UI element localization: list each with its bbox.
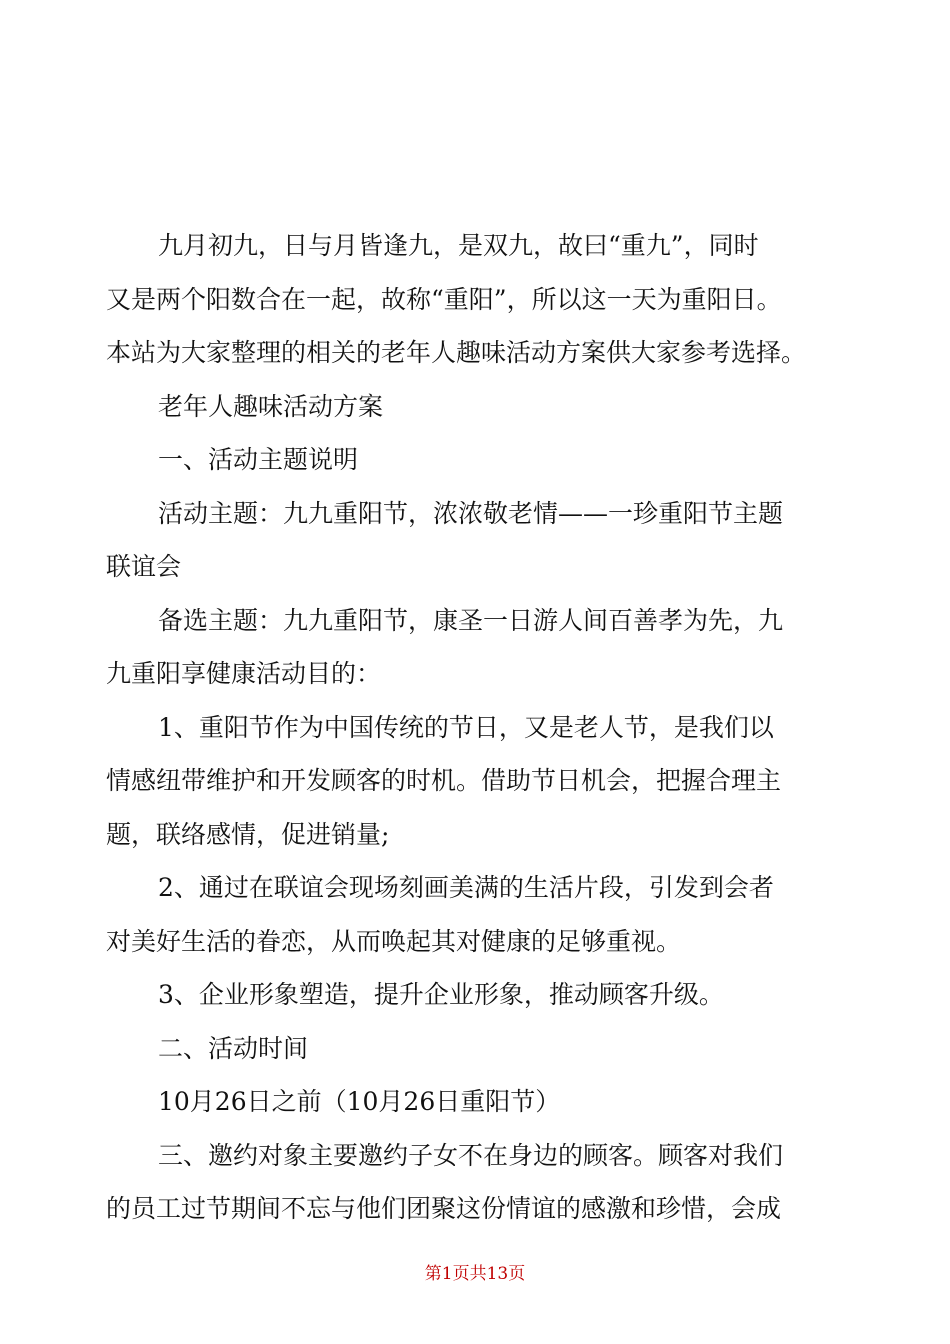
section-heading: 一、活动主题说明 bbox=[158, 445, 359, 474]
paragraph-line: 联谊会 bbox=[106, 552, 182, 581]
paragraph-line: 对美好生活的眷恋，从而唤起其对健康的足够重视。 bbox=[106, 927, 682, 956]
paragraph-line: 2、通过在联谊会现场刻画美满的生活片段，引发到会者 bbox=[158, 873, 774, 902]
paragraph-line: 又是两个阳数合在一起，故称“重阳”，所以这一天为重阳日。 bbox=[106, 285, 782, 314]
paragraph-line: 备选主题：九九重阳节，康圣一日游人间百善孝为先，九 bbox=[158, 606, 784, 635]
paragraph-line: 本站为大家整理的相关的老年人趣味活动方案供大家参考选择。 bbox=[106, 338, 807, 367]
paragraph-line: 情感纽带维护和开发顾客的时机。借助节日机会，把握合理主 bbox=[106, 766, 782, 795]
paragraph-line: 三、邀约对象主要邀约子女不在身边的顾客。顾客对我们 bbox=[158, 1141, 784, 1170]
paragraph-line: 1、重阳节作为中国传统的节日，又是老人节，是我们以 bbox=[158, 713, 774, 742]
section-title: 老年人趣味活动方案 bbox=[158, 392, 384, 421]
paragraph-line: 九月初九，日与月皆逢九，是双九，故曰“重九”，同时 bbox=[158, 231, 759, 260]
paragraph-line: 九重阳享健康活动目的： bbox=[106, 659, 382, 688]
page-number-footer: 第1页共13页 bbox=[424, 1264, 526, 1284]
paragraph-line: 题，联络感情，促进销量; bbox=[106, 820, 390, 849]
paragraph-line: 3、企业形象塑造，提升企业形象，推动顾客升级。 bbox=[158, 980, 724, 1009]
paragraph-line: 的员工过节期间不忘与他们团聚这份情谊的感激和珍惜，会成 bbox=[106, 1194, 782, 1223]
paragraph-line: 10月26日之前（10月26日重阳节） bbox=[158, 1087, 561, 1116]
paragraph-line: 活动主题：九九重阳节，浓浓敬老情——一珍重阳节主题 bbox=[158, 499, 784, 528]
section-heading: 二、活动时间 bbox=[158, 1034, 309, 1063]
